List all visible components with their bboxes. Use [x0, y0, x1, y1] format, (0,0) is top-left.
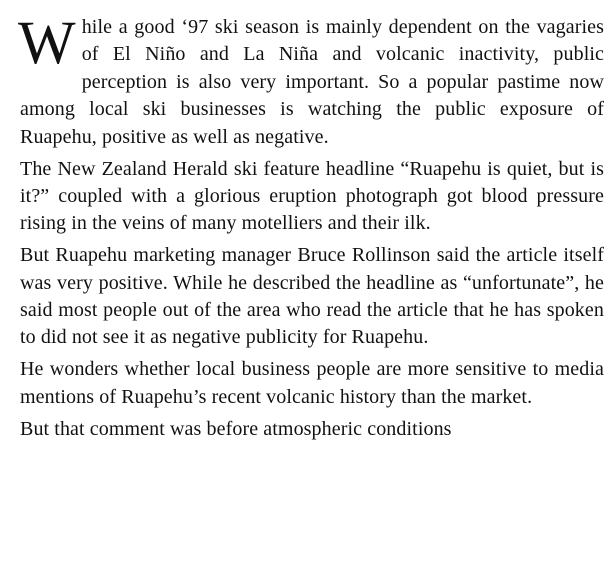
paragraph-2: The New Zealand Herald ski feature headline “Ruapehu is quiet, but is it?” coupled with a glorious eruption photograph got blood pressure rising in the veins of many motelliers and their ilk.: [20, 157, 604, 235]
paragraph-5: But that comment was before atmospheric conditions: [20, 417, 452, 440]
paragraph-1-text: hile a good ‘97 ski season is mainly dependent on the vagaries of El Niño and La Niña and volcanic inactivity, public perception is also very important. So a popular pastime now among local ski businesses is watching the public exposure of Ruapehu, positive as well as negative.: [20, 16, 604, 148]
article-body: [18, 10, 604, 448]
paragraph-3: But Ruapehu marketing manager Bruce Rollinson said the article itself was very positive. While he described the headline as “unfortunate”, he said most people out of the area who read the article that he has spoken to did not see it as negative publicity for Ruapehu.: [20, 244, 604, 349]
drop-cap: W: [18, 10, 76, 77]
paragraph-4: He wonders whether local business people are more sensitive to media mentions of Ruapehu’s recent volcanic history than the market.: [20, 358, 604, 408]
paragraph-1: [18, 10, 604, 151]
